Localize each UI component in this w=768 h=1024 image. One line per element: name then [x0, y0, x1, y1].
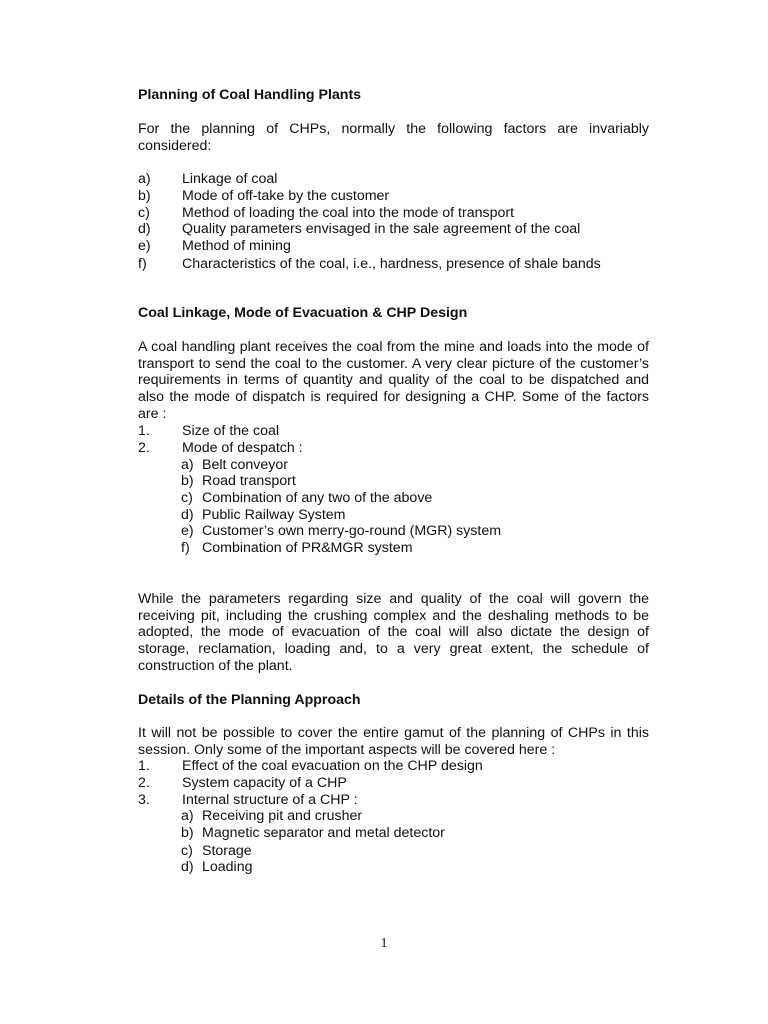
list-item-text: Linkage of coal [182, 171, 278, 187]
list-marker: f) [138, 256, 147, 272]
list-item-text: Receiving pit and crusher [202, 808, 363, 824]
despatch-mode-item [138, 507, 658, 524]
despatch-mode-item [138, 473, 658, 490]
section-heading-planning: Planning of Coal Handling Plants [138, 87, 362, 103]
factor-list-item [138, 238, 658, 255]
section-heading-approach: Details of the Planning Approach [138, 692, 361, 708]
list-marker: a) [181, 457, 194, 473]
list-item-text: Method of mining [182, 238, 291, 254]
factor-list-item [138, 171, 658, 188]
list-marker: f) [181, 540, 190, 556]
list-marker: d) [181, 859, 194, 875]
list-marker: b) [181, 825, 194, 841]
structure-list-item [138, 808, 658, 825]
list-marker: 3. [138, 792, 150, 808]
list-item-text: Combination of PR&MGR system [202, 540, 413, 556]
despatch-mode-item [138, 523, 658, 540]
structure-list-item [138, 825, 658, 842]
list-item-text: Magnetic separator and metal detector [202, 825, 445, 841]
intro-paragraph-linkage: A coal handling plant receives the coal from the mine and loads into the mode of transport to send the coal to the customer. A very clear picture of the customer’s requirements in terms of quantity and quality of the coal to be dispatched and also the mode of dispatch is required for designing a CHP. Some of the factors are : [138, 339, 649, 422]
list-item-text: Mode of off-take by the customer [182, 188, 390, 204]
despatch-mode-item [138, 490, 658, 507]
list-marker: c) [181, 843, 193, 859]
list-item-text: Public Railway System [202, 507, 346, 523]
list-marker: a) [181, 808, 194, 824]
list-marker: c) [138, 205, 150, 221]
list-marker: d) [138, 221, 151, 237]
factor-list-item [138, 423, 658, 440]
intro-paragraph-approach: It will not be possible to cover the entire gamut of the planning of CHPs in this session. Only some of the important aspects will be covered here : [138, 725, 649, 758]
aspect-list-item [138, 792, 658, 809]
list-item-text: Loading [202, 859, 253, 875]
section-heading-linkage: Coal Linkage, Mode of Evacuation & CHP Design [138, 305, 468, 321]
list-item-text: Size of the coal [182, 423, 280, 439]
list-item-text: Road transport [202, 473, 296, 489]
list-item-text: Combination of any two of the above [202, 490, 433, 506]
factor-list-item [138, 205, 658, 222]
list-marker: b) [138, 188, 151, 204]
structure-list-item [138, 859, 658, 876]
list-marker: 1. [138, 758, 150, 774]
list-item-text: Belt conveyor [202, 457, 288, 473]
list-marker: c) [181, 490, 193, 506]
list-item-text: Characteristics of the coal, i.e., hardness, presence of shale bands [182, 256, 601, 272]
list-item-text: Effect of the coal evacuation on the CHP design [182, 758, 483, 774]
list-item-text: Method of loading the coal into the mode of transport [182, 205, 515, 221]
list-item-text: Internal structure of a CHP : [182, 792, 358, 808]
factor-list-item [138, 440, 658, 457]
list-marker: d) [181, 507, 194, 523]
factor-list-item [138, 221, 658, 238]
list-marker: b) [181, 473, 194, 489]
list-item-text: Quality parameters envisaged in the sale agreement of the coal [182, 221, 581, 237]
despatch-mode-item [138, 540, 658, 557]
page-number: 1 [380, 936, 388, 951]
list-marker: 2. [138, 440, 150, 456]
factor-list-item [138, 256, 658, 273]
list-marker: 1. [138, 423, 150, 439]
closing-paragraph-linkage: While the parameters regarding size and quality of the coal will govern the receiving pit, including the crushing complex and the deshaling methods to be adopted, the mode of evacuation of the coal will also dictate the design of storage, reclamation, loading and, to a very great extent, the schedule of construction of the plant. [138, 591, 649, 674]
list-item-text: System capacity of a CHP [182, 775, 347, 791]
list-marker: a) [138, 171, 151, 187]
factor-list-item [138, 188, 658, 205]
aspect-list-item [138, 758, 658, 775]
list-marker: e) [138, 238, 151, 254]
list-item-text: Customer’s own merry-go-round (MGR) system [202, 523, 502, 539]
structure-list-item [138, 843, 658, 860]
aspect-list-item [138, 775, 658, 792]
despatch-mode-item [138, 457, 658, 474]
intro-paragraph-planning: For the planning of CHPs, normally the following factors are invariably considered: [138, 121, 649, 154]
list-item-text: Storage [202, 843, 252, 859]
list-marker: 2. [138, 775, 150, 791]
list-item-text: Mode of despatch : [182, 440, 303, 456]
list-marker: e) [181, 523, 194, 539]
